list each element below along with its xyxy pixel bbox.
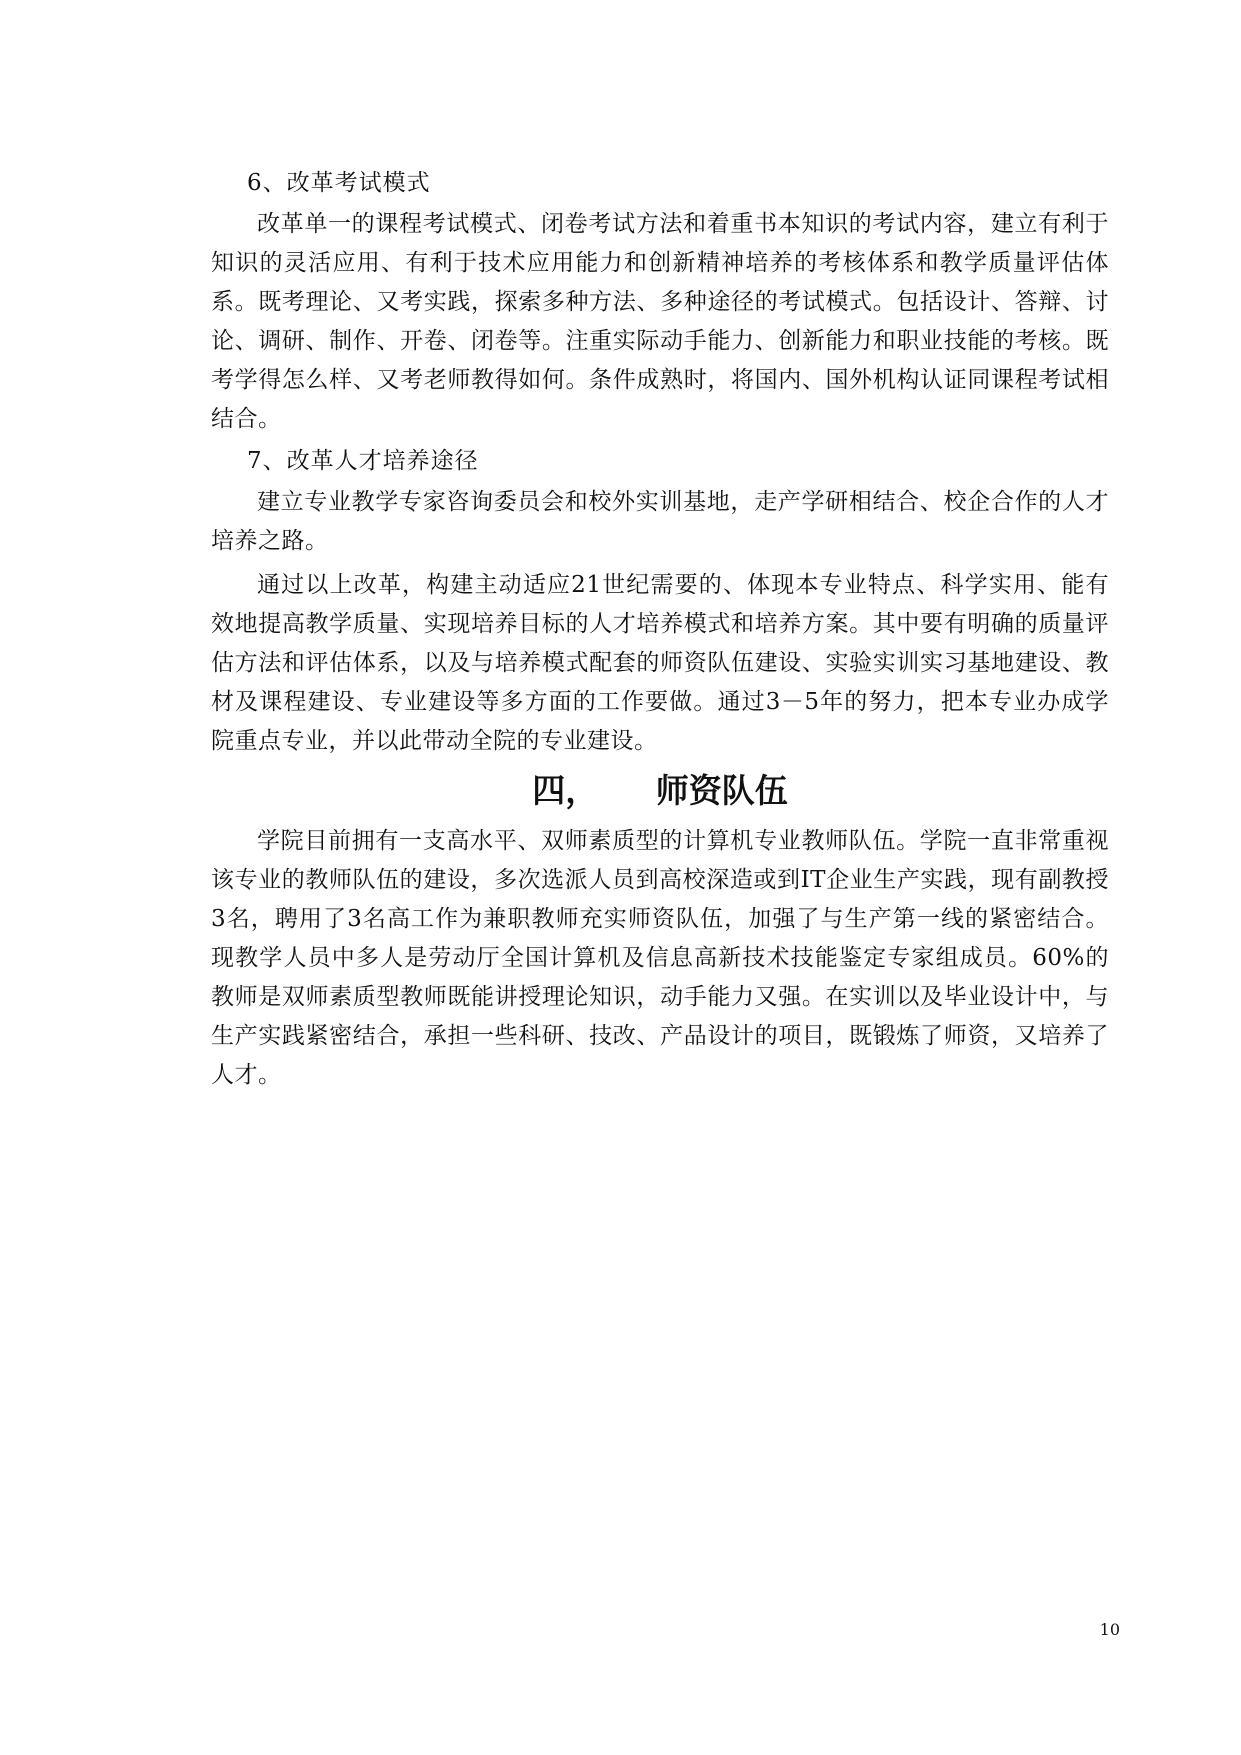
page-body	[211, 166, 1109, 1100]
section-4-paragraph: 学院目前拥有一支高水平、双师素质型的计算机专业教师队伍。学院一直非常重视该专业的教师队伍的建设，多次选派人员到高校深造或到IT企业生产实践，现有副教授3名，聘用了3名高工作为兼职教师充实师资队伍，加强了与生产第一线的紧密结合。现教学人员中多人是劳动厅全国计算机及信息高新技术技能鉴定专家组成员。60%的教师是双师素质型教师既能讲授理论知识，动手能力又强。在实训以及毕业设计中，与生产实践紧密结合，承担一些科研、技改、产品设计的项目，既锻炼了师资，又培养了人才。	[211, 828, 1109, 1088]
section-4-title: 四， 师资队伍	[532, 771, 788, 810]
item-6-heading: 6、改革考试模式	[247, 170, 431, 196]
page-number: 10	[1099, 1620, 1120, 1639]
item-7-paragraph: 建立专业教学专家咨询委员会和校外实训基地，走产学研相结合、校企合作的人才培养之路。	[211, 489, 1109, 554]
item-7-heading: 7、改革人才培养途径	[247, 448, 479, 474]
item-6-paragraph: 改革单一的课程考试模式、闭卷考试方法和着重书本知识的考试内容，建立有利于知识的灵活应用、有利于技术应用能力和创新精神培养的考核体系和教学质量评估体系。既考理论、又考实践，探索多种方法、多种途径的考试模式。包括设计、答辩、讨论、调研、制作、开卷、闭卷等。注重实际动手能力、创新能力和职业技能的考核。既考学得怎么样、又考老师教得如何。条件成熟时，将国内、国外机构认证同课程考试相结合。	[211, 211, 1109, 432]
summary-paragraph: 通过以上改革，构建主动适应21世纪需要的、体现本专业特点、科学实用、能有效地提高教学质量、实现培养目标的人才培养模式和培养方案。其中要有明确的质量评估方法和评估体系，以及与培养模式配套的师资队伍建设、实验实训实习基地建设、教材及课程建设、专业建设等多方面的工作要做。通过3－5年的努力，把本专业办成学院重点专业，并以此带动全院的专业建设。	[211, 572, 1109, 754]
